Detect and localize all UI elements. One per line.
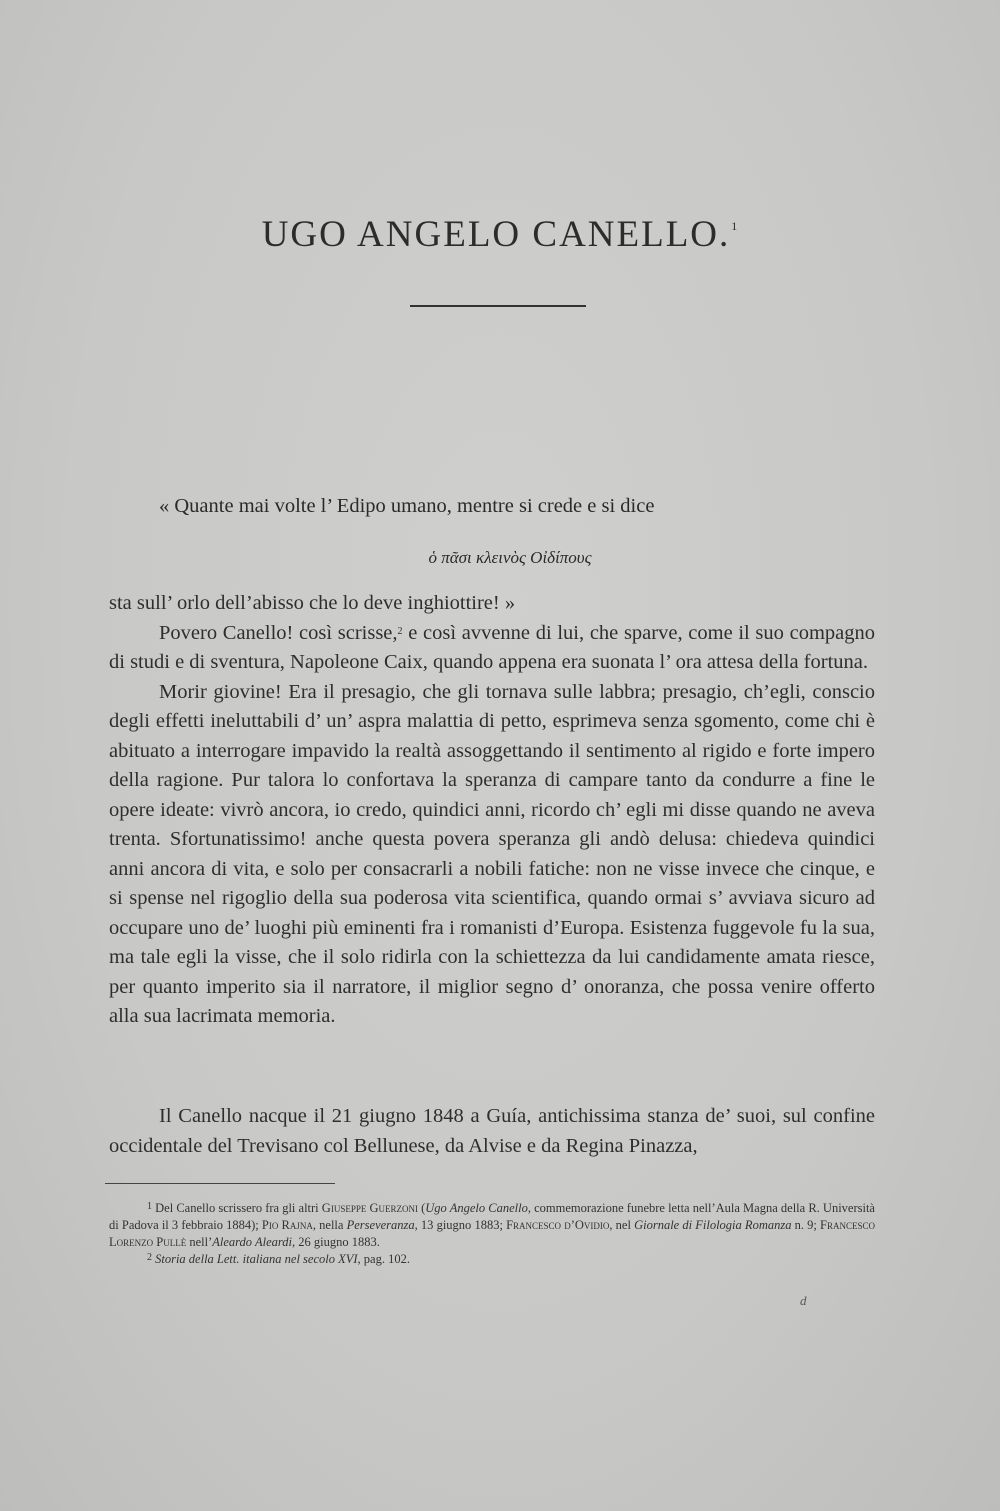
- epigraph-line: « Quante mai volte l’ Edipo umano, mentre si crede e si dice: [159, 495, 655, 517]
- work-title: Perseveranza: [346, 1218, 415, 1232]
- paragraph-morir-giovine: Morir giovine! Era il presagio, che gli tornava sulle labbra; presagio, ch’egli, conscio degli effetti ineluttabili d’ un’ aspra malattia di petto, esprimeva senza sgomento, come chi è abituato a interrogare impavido la realtà assoggettando il sentimento al rigido e forte impero della ragione. Pur talora lo confortava la speranza di campare tanto da condurre a fine le opere ideate: vivrò ancora, io credo, quindici anni, ricordo ch’ egli mi disse quando ne aveva trenta. Sfortunatissimo! anche questa povera speranza gli andò delusa: chiedeva quindici anni ancora di vita, e solo per consacrarli a nobili fatiche: non ne visse invece che cinque, e si spense nel rigoglio della sua poderosa vita scientifica, quando ormai s’ avviava sicuro ad occupare uno de’ luoghi più eminenti fra i romanisti d’Europa. Esistenza fuggevole fu la sua, ma tale egli la visse, che il solo ridirla con la schiettezza da lui candidamente amata riesce, per quanto imperito sia il narratore, il miglior segno d’ onoranza, che possa venire offerto alla sua lacrimata memoria.: [109, 680, 875, 1027]
- footnote-text: , nel: [609, 1218, 635, 1232]
- footnote-text: , pag. 102.: [357, 1252, 410, 1266]
- author-name: Francesco Lorenzo Pullè: [109, 1218, 875, 1249]
- catchword: d: [800, 1293, 807, 1308]
- work-title: Ugo Angelo Canello: [425, 1201, 528, 1215]
- author-name: Pio Rajna: [261, 1218, 313, 1232]
- title-footnote-mark: 1: [731, 219, 740, 233]
- footnote-text: , 13 giugno 1883;: [414, 1218, 507, 1232]
- title-text: UGO ANGELO CANELLO.: [261, 214, 731, 255]
- footnote-text: , 26 giugno 1883.: [292, 1235, 380, 1249]
- body-paragraph-2: [109, 1102, 875, 1161]
- footnote-1: [109, 1200, 875, 1251]
- work-title: Storia della Lett. italiana nel secolo XVI: [155, 1252, 358, 1266]
- paragraph-text: Povero Canello! così scrisse,: [159, 621, 398, 644]
- footnote-text: Del Canello scrissero fra gli altri: [155, 1201, 322, 1215]
- footnote-text: , commemorazione funebre letta nell’Aula Magna della R. Università di Padova il 3 febbraio 1884);: [109, 1201, 875, 1232]
- footnote-text: , nella: [312, 1218, 347, 1232]
- body-paragraphs-1: [109, 589, 875, 1032]
- footnote-text: n. 9;: [791, 1218, 821, 1232]
- work-title: Giornale di Filologia Romanza: [634, 1218, 792, 1232]
- footnote-text: (: [417, 1201, 426, 1215]
- footnote-mark: 2: [147, 1252, 152, 1263]
- footnote-2: [109, 1251, 875, 1268]
- paragraph-text: e così avvenne di lui, che sparve, come il suo compagno di studi e di sventura, Napoleone Caix, quando appena era suonata l’ ora attesa della fortuna.: [109, 621, 875, 673]
- paragraph-povero-canello: [109, 619, 875, 678]
- footnote-text: nell’: [186, 1235, 213, 1249]
- footnotes: [109, 1200, 875, 1268]
- greek-quotation: ὁ πᾶσι κλεινὸς Οἰδίπους: [428, 548, 592, 567]
- page-title: [0, 213, 1000, 256]
- paragraph-nascita: Il Canello nacque il 21 giugno 1848 a Guía, antichissima stanza de’ suoi, sul confine occidentale del Trevisano col Bellunese, da Alvise e da Regina Pinazza,: [109, 1105, 875, 1157]
- title-divider: [410, 305, 586, 307]
- footnote-divider: [105, 1183, 335, 1184]
- author-name: Giuseppe Guerzoni: [321, 1201, 418, 1215]
- work-title: Aleardo Aleardi: [212, 1235, 292, 1249]
- footnote-ref-2: 2: [397, 625, 403, 637]
- author-name: Francesco d’Ovidio: [506, 1218, 610, 1232]
- footnote-mark: 1: [147, 1201, 152, 1212]
- epigraph-continuation: sta sull’ orlo dell’abisso che lo deve inghiottire! »: [109, 592, 516, 614]
